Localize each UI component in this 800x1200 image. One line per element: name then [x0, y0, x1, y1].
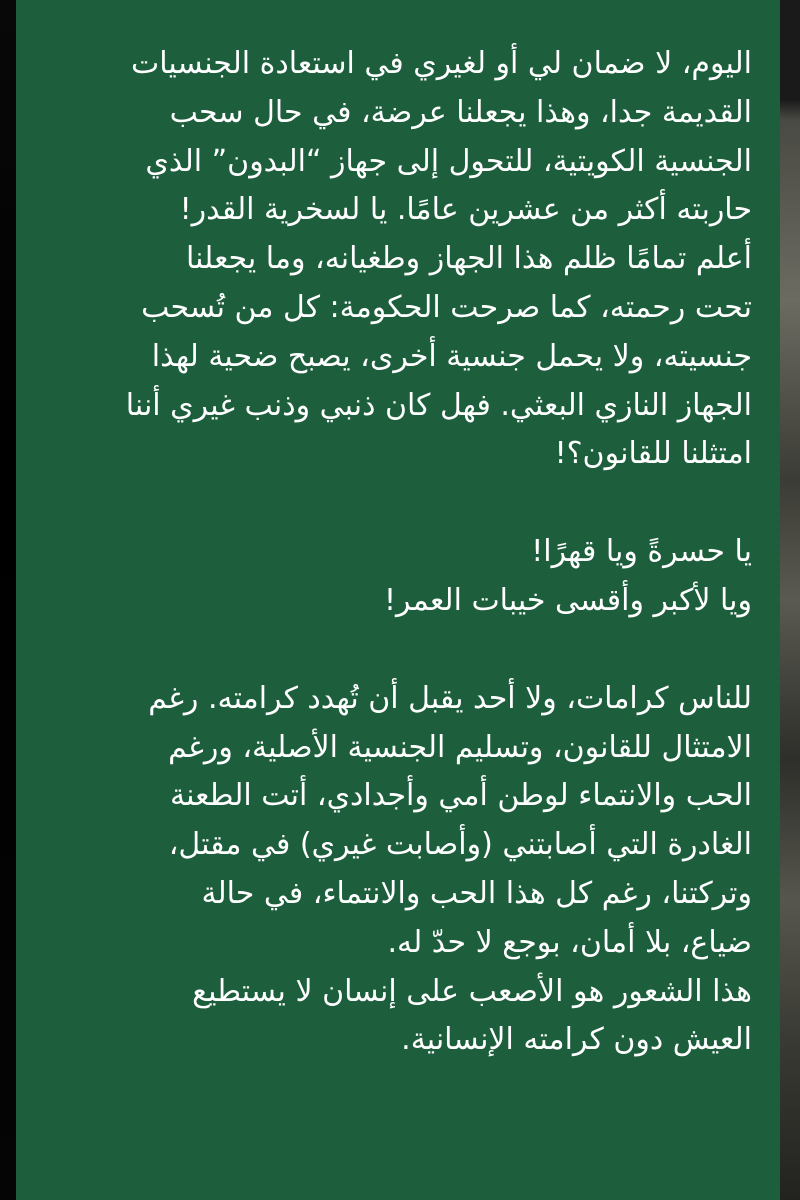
paragraph-spacer [44, 626, 752, 675]
left-background-strip [0, 0, 16, 1200]
paragraph-lament: يا حسرةً ويا قهرًا! ويا لأكبر وأقسى خيبات العمر! [384, 534, 752, 618]
post-text [44, 40, 752, 1065]
text-card [16, 0, 780, 1200]
paragraph-citizenship: اليوم، لا ضمان لي أو لغيري في استعادة الجنسيات القديمة جدا، وهذا يجعلنا عرضة، في حال سحب الجنسية الكويتية، للتحول إلى جهاز “البدون” الذي حاربته أكثر من عشرين عامًا. يا لسخرية القدر! أعلم تمامًا ظلم هذا الجهاز وطغيانه، وما يجعلنا تحت رحمته، كما صرحت الحكومة: كل من تُسحب جنسيته، ولا يحمل جنسية أخرى، يصبح ضحية لهذا الجهاز النازي البعثي. فهل كان ذنبي وذنب غيري أننا امتثلنا للقانون؟! [125, 46, 752, 472]
right-background-photo-strip [780, 0, 800, 1200]
paragraph-dignity: للناس كرامات، ولا أحد يقبل أن تُهدد كرامته. رغم الامتثال للقانون، وتسليم الجنسية الأصلية، ورغم الحب والانتماء لوطن أمي وأجدادي، أتت الطعنة الغادرة التي أصابتني (وأصابت غيري) في مقتل، وتركتنا، رغم كل هذا الحب والانتماء، في حالة ضياع، بلا أمان، بوجع لا حدّ له. هذا الشعور هو الأصعب على إنسان لا يستطيع العيش دون كرامته الإنسانية. [148, 680, 752, 1058]
paragraph-spacer [44, 479, 752, 528]
